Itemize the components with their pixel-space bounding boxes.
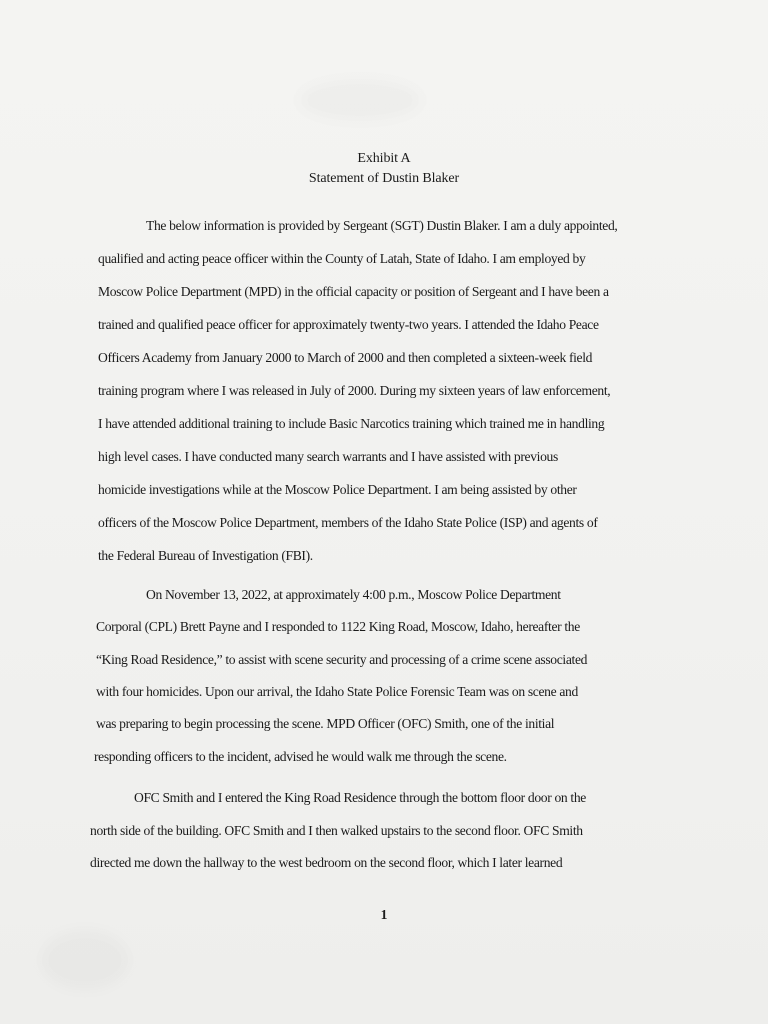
- text-line: qualified and acting peace officer within the County of Latah, State of Idaho. I am employed by: [98, 251, 586, 266]
- text-line: with four homicides. Upon our arrival, the Idaho State Police Forensic Team was on scene and: [96, 684, 578, 699]
- scan-smudge: [300, 80, 420, 120]
- scan-smudge: [40, 930, 130, 990]
- text-line: Corporal (CPL) Brett Payne and I responded to 1122 King Road, Moscow, Idaho, hereafter the: [96, 619, 580, 634]
- text-line: trained and qualified peace officer for approximately twenty-two years. I attended the Idaho Peace: [98, 317, 599, 332]
- text-line: homicide investigations while at the Moscow Police Department. I am being assisted by other: [98, 482, 577, 497]
- text-line: Moscow Police Department (MPD) in the official capacity or position of Sergeant and I have been a: [98, 284, 609, 299]
- text-line: Officers Academy from January 2000 to March of 2000 and then completed a sixteen-week field: [98, 350, 593, 365]
- text-line: north side of the building. OFC Smith and I then walked upstairs to the second floor. OFC Smith: [90, 823, 583, 838]
- text-line: was preparing to begin processing the scene. MPD Officer (OFC) Smith, one of the initial: [96, 716, 555, 731]
- text-line: responding officers to the incident, advised he would walk me through the scene.: [94, 749, 507, 764]
- statement-title: Statement of Dustin Blaker: [308, 171, 460, 186]
- document-heading: [0, 149, 768, 189]
- text-line: I have attended additional training to include Basic Narcotics training which trained me in handling: [98, 416, 605, 431]
- text-line: “King Road Residence,” to assist with scene security and processing of a crime scene associated: [96, 652, 588, 667]
- text-line: The below information is provided by Sergeant (SGT) Dustin Blaker. I am a duly appointed,: [146, 218, 618, 233]
- text-line: officers of the Moscow Police Department, members of the Idaho State Police (ISP) and agents of: [98, 515, 598, 530]
- text-line: On November 13, 2022, at approximately 4:00 p.m., Moscow Police Department: [146, 587, 561, 602]
- text-line: directed me down the hallway to the west bedroom on the second floor, which I later learned: [90, 855, 563, 870]
- text-line: the Federal Bureau of Investigation (FBI).: [98, 548, 313, 563]
- text-line: OFC Smith and I entered the King Road Residence through the bottom floor door on the: [134, 790, 586, 805]
- exhibit-label: Exhibit A: [357, 151, 411, 166]
- text-line: training program where I was released in July of 2000. During my sixteen years of law enforcement,: [98, 383, 611, 398]
- page-number: 1: [380, 907, 388, 922]
- text-line: high level cases. I have conducted many search warrants and I have assisted with previous: [98, 449, 558, 464]
